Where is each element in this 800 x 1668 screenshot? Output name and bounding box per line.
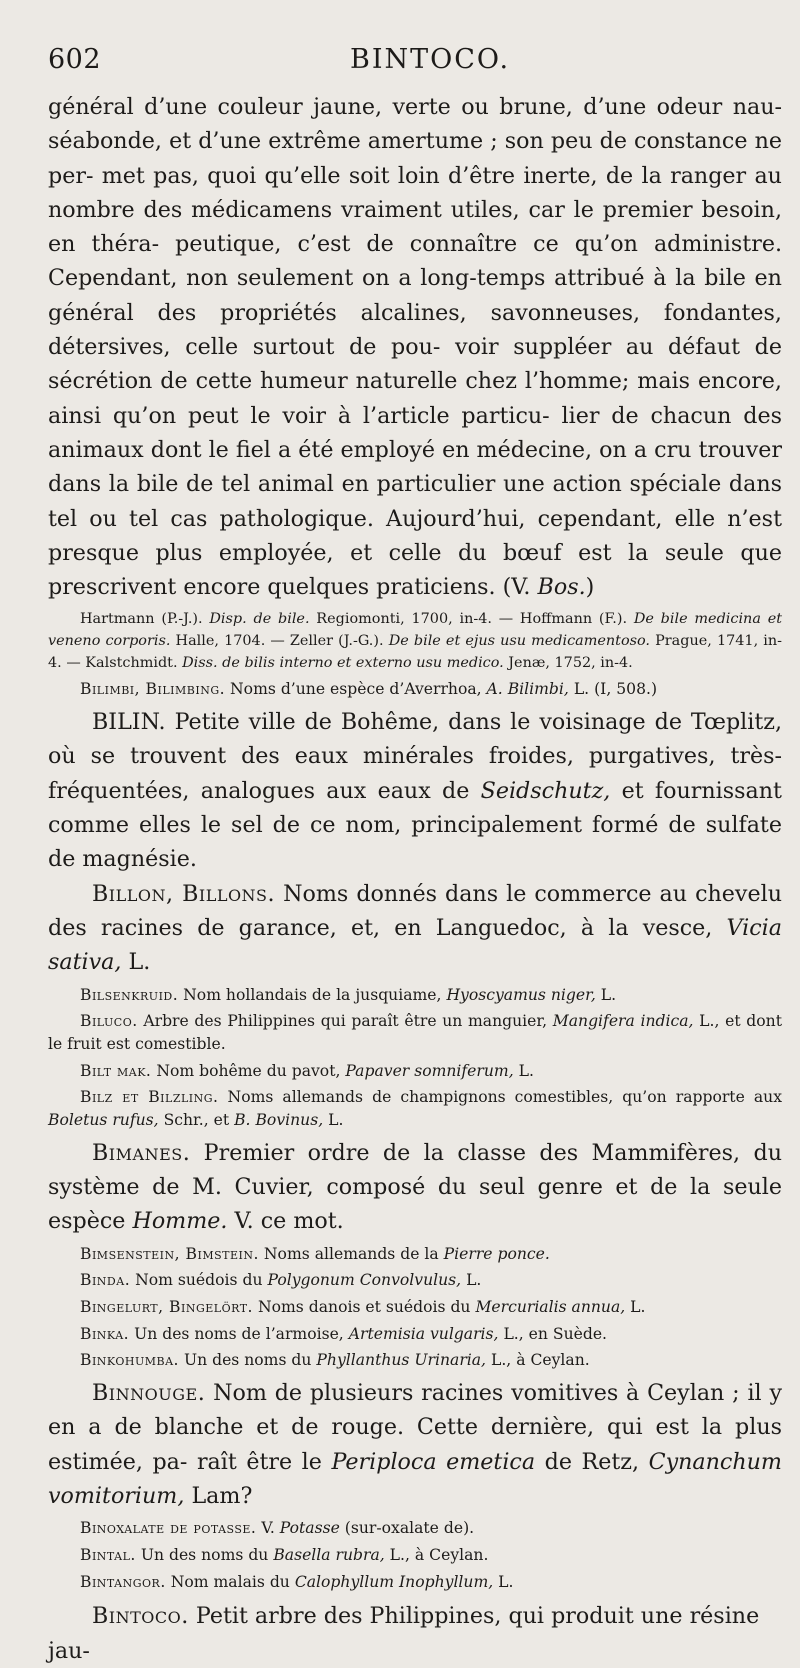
page-number: 602 xyxy=(48,44,102,75)
reference-title: De bile et ejus usu medicamentoso. xyxy=(388,633,650,650)
entry-bintoco xyxy=(48,1599,782,1668)
entry-text: raît être le xyxy=(196,1448,332,1475)
entry-term: Bintal. xyxy=(80,1546,136,1565)
text-line: seulement on a long-temps attribué à la bile en général des propriétés xyxy=(48,265,782,326)
entry-text: L. xyxy=(493,1572,514,1591)
species-name: Phyllanthus Urinaria, xyxy=(316,1351,487,1370)
bibliography xyxy=(48,608,782,674)
entry-bilimbi xyxy=(48,678,782,701)
entry-term: Binoxalate de potasse. xyxy=(80,1519,257,1538)
running-title: BINTOCO. xyxy=(350,44,511,75)
entry-term: Binka. xyxy=(80,1324,130,1343)
text-line: séabonde, et d’une extrême amertume ; son peu de constance ne per- xyxy=(48,128,782,189)
entry-text: L. xyxy=(595,985,617,1004)
species-name: Artemisia vulgaris, xyxy=(348,1324,499,1343)
entry-text: L., et xyxy=(693,1012,741,1031)
entry-text: de Retz, xyxy=(535,1448,649,1475)
entry-text: de blanche et de rouge. Cette dernière, qui est la plus estimée, pa- xyxy=(48,1414,782,1475)
entry-bintangor xyxy=(48,1571,782,1594)
species-name: Papaver somniferum, xyxy=(345,1061,514,1080)
species-name: Mercurialis annua, xyxy=(475,1298,626,1317)
entry-bimsenstein xyxy=(48,1243,782,1266)
entry-text: de M. Cuvier, composé du seul genre et de la seule espèce xyxy=(48,1174,782,1235)
species-name: A. Bilimbi, xyxy=(486,680,569,699)
entry-text: Arbre des Philippines qui paraît être un manguier, xyxy=(137,1012,553,1031)
entry-term: Bilsenkruid. xyxy=(80,985,179,1004)
entry-text: Noms allemands de la xyxy=(258,1244,444,1263)
reference-title: Diss. de bilis interno et externo usu medico. xyxy=(182,655,504,672)
entry-text: V. xyxy=(256,1519,280,1538)
entry-binkohumba xyxy=(48,1349,782,1372)
text-line: des médicamens vraiment utiles, car le premier besoin, en théra- xyxy=(48,196,782,258)
bile-paragraph xyxy=(48,90,782,604)
entry-text: L. xyxy=(121,949,151,976)
entry-term: Bintangor. xyxy=(80,1572,166,1591)
entry-text: Petit arbre des Philippines, qui produit une résine jau- xyxy=(48,1603,760,1664)
entry-text: L., à Ceylan. xyxy=(384,1546,489,1565)
entry-text: Noms d’une espèce d’Averrhoa, xyxy=(225,680,487,699)
reference-author: Hartmann (P.-J.). xyxy=(80,611,210,628)
entry-term: Bilt mak. xyxy=(80,1061,152,1080)
entry-bilt-mak xyxy=(48,1060,782,1083)
entry-term: Binkohumba. xyxy=(80,1351,179,1370)
reference-title: De bile medicina et xyxy=(633,611,782,628)
entry-text: L. xyxy=(625,1298,646,1317)
entry-text: Nom suédois du xyxy=(130,1271,268,1290)
entry-billon xyxy=(48,877,782,980)
entry-text: se trouvent des eaux minérales froides, purgatives, très-fréquentées, xyxy=(48,743,782,804)
entry-text: Un des noms du xyxy=(178,1351,317,1370)
entry-binnouge xyxy=(48,1376,782,1513)
entry-term: Binnouge. xyxy=(92,1380,206,1407)
reference-text: Regiomonti, 1700, in-4. — Hoffmann (F.). xyxy=(309,611,634,628)
text-line: spéciale dans tel ou tel cas pathologique. Aujourd’hui, cependant, xyxy=(48,471,782,532)
entry-text: Un des noms du xyxy=(135,1546,274,1565)
entry-text: Premier ordre de la classe des Mammifères, du système xyxy=(48,1139,782,1201)
entry-term: Bilimbi, Bilimbing. xyxy=(80,680,226,699)
entry-text: Nom malais du xyxy=(165,1572,295,1591)
text-line: prescrivent encore quelques praticiens. (V. xyxy=(48,574,538,601)
cross-reference: Potasse xyxy=(279,1519,340,1538)
cross-reference: Pierre ponce. xyxy=(443,1244,550,1263)
entry-text: racines de garance, et, en Languedoc, à la vesce, xyxy=(100,914,727,941)
entry-text: V. ce mot. xyxy=(234,1208,344,1235)
entry-text: L., en Suède. xyxy=(498,1324,608,1343)
entry-binoxalate xyxy=(48,1517,782,1540)
cross-reference: Homme. xyxy=(132,1208,228,1235)
species-name: Basella rubra, xyxy=(273,1546,385,1565)
entry-text: Schr., et xyxy=(158,1111,235,1130)
entry-bilz xyxy=(48,1086,782,1131)
entry-text: Nom bohême du pavot, xyxy=(151,1061,346,1080)
entry-term: Bilz et Bilzling. xyxy=(80,1088,219,1107)
reference-title: Disp. de bile. xyxy=(209,611,310,628)
cross-reference: Bos. xyxy=(537,574,586,601)
entry-text: Noms danois et suédois du xyxy=(253,1298,476,1317)
species-name: Periploca emetica xyxy=(331,1448,536,1475)
species-name: Hyoscyamus niger, xyxy=(446,985,596,1004)
entry-binda xyxy=(48,1269,782,1292)
entry-binka xyxy=(48,1323,782,1346)
entry-biluco xyxy=(48,1010,782,1055)
entry-term: Bimanes. xyxy=(92,1139,191,1166)
entry-text: analogues aux eaux de xyxy=(200,777,481,804)
reference-title: veneno corporis. xyxy=(48,633,171,650)
species-name: Polygonum Convolvulus, xyxy=(267,1271,462,1290)
species-name: Vicia sativa, xyxy=(48,914,782,976)
entry-term: Binda. xyxy=(80,1271,131,1290)
species-name: Calophyllum Inophyllum, xyxy=(294,1572,494,1591)
text-line-end: ) xyxy=(585,574,595,601)
entry-term: Bingelurt, Bingelört. xyxy=(80,1298,254,1317)
entry-text: Petite ville de Bohême, dans le voisinage de Tœplitz, où xyxy=(48,709,782,770)
species-name: Mangifera indica, xyxy=(552,1012,694,1031)
text-line: alcalines, savonneuses, fondantes, détersives, celle surtout de pou- xyxy=(48,299,782,361)
text-line: lier de chacun des animaux dont le fiel a été employé en médecine, xyxy=(48,402,782,463)
page-header xyxy=(48,44,782,84)
entry-text: Nom hollandais de la jusquiame, xyxy=(178,985,447,1004)
entry-text: Lam? xyxy=(184,1483,253,1510)
species-name: B. Bovinus, xyxy=(234,1111,324,1130)
place-name: Seidschutz, xyxy=(480,777,611,804)
entry-text: Un des noms de l’armoise, xyxy=(129,1324,349,1343)
entry-term: Bimsenstein, Bimstein. xyxy=(80,1244,259,1263)
entry-text: L. xyxy=(323,1111,344,1130)
entry-term: Billon, Billons. xyxy=(92,880,276,907)
entry-bimanes xyxy=(48,1136,782,1239)
entry-text: de ce nom, principalement formé de sulfate de magnésie. xyxy=(48,812,782,873)
entry-text: L. (I, 508.) xyxy=(568,680,658,699)
entry-bingelurt xyxy=(48,1296,782,1319)
entry-text: Noms donnés dans le commerce au chevelu des xyxy=(48,880,782,941)
reference-text: — Kalstchmidt. xyxy=(66,655,183,672)
entry-bilsenkruid xyxy=(48,984,782,1007)
entry-text: L. xyxy=(461,1271,482,1290)
species-name: Cynanchum vomitorium, xyxy=(48,1448,782,1510)
text-line: on a cru trouver dans la bile de tel animal en particulier une action xyxy=(48,436,782,498)
text-line: elle n’est presque plus employée, et celle du bœuf est la seule que xyxy=(48,505,782,566)
text-line: peutique, c’est de connaître ce qu’on administre. Cependant, non xyxy=(48,231,783,292)
reference-text: Jenæ, 1752, in-4. xyxy=(503,655,633,672)
entry-text: L. xyxy=(513,1061,534,1080)
text-line: voir suppléer au défaut de sécrétion de cette humeur naturelle chez xyxy=(48,334,782,395)
reference-text: Prague, 1741, in-4. xyxy=(48,633,782,672)
text-line: met pas, quoi qu’elle soit loin d’être inerte, de la ranger au nombre xyxy=(48,162,782,223)
entry-term: BILIN. xyxy=(92,709,166,736)
reference-text: Halle, 1704. — Zeller (J.-G.). xyxy=(170,633,389,650)
entry-text: Noms allemands de champignons comestibles, qu’on rapporte aux xyxy=(218,1088,782,1107)
entry-text: (sur-oxalate de). xyxy=(339,1519,475,1538)
entry-text: et fournissant comme elles le sel xyxy=(48,777,782,839)
entry-bintal xyxy=(48,1544,782,1567)
entry-term: Bintoco. xyxy=(92,1603,189,1630)
text-line: général d’une couleur jaune, verte ou brune, d’une odeur nau- xyxy=(48,94,782,120)
text-line: l’homme; mais encore, ainsi qu’on peut le voir à l’article particu- xyxy=(48,368,782,429)
entry-text: Nom de plusieurs racines vomitives à Ceylan ; il y en a xyxy=(48,1380,782,1441)
entry-text: dont le fruit est comestible. xyxy=(48,1012,782,1053)
species-name: Boletus rufus, xyxy=(48,1111,159,1130)
entry-text: L., à Ceylan. xyxy=(486,1351,590,1370)
entry-bilin xyxy=(48,705,782,876)
entry-term: Biluco. xyxy=(80,1012,138,1031)
